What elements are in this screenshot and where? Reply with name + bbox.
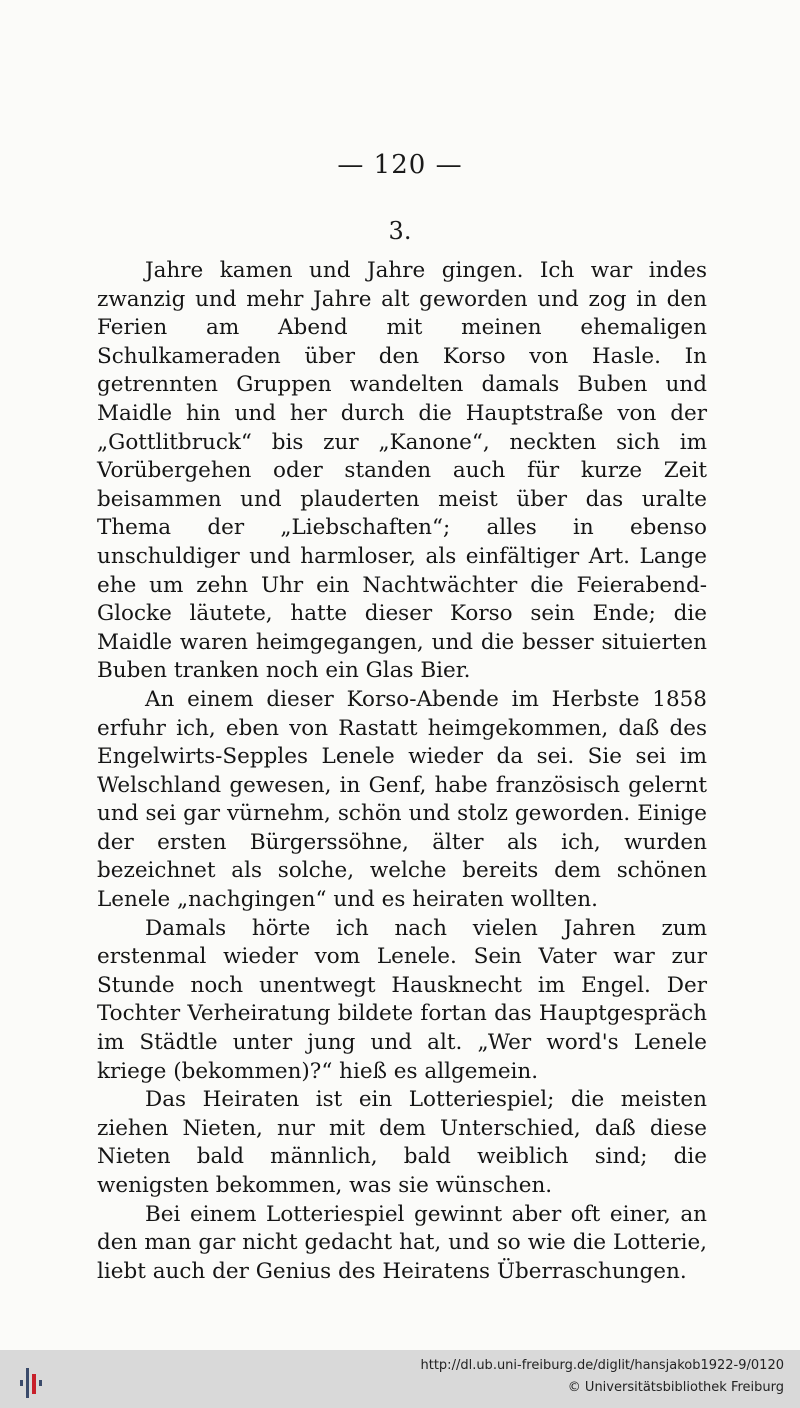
- section-number: 3.: [388, 217, 412, 245]
- paragraph: Das Heiraten ist ein Lotteriespiel; die meisten ziehen Nieten, nur mit dem Unterschied, daß diese Nieten bald männlich, bald weiblich sind; die wenigsten bekommen, was sie wünschen.: [97, 1087, 707, 1198]
- ub-freiburg-logo-icon: [12, 1360, 52, 1400]
- paragraph: Bei einem Lotteriespiel gewinnt aber oft einer, an den man gar nicht gedacht hat, und so wie die Lotterie, liebt auch der Genius des Heiratens Überraschungen.: [97, 1201, 707, 1284]
- paragraph: An einem dieser Korso-Abende im Herbste 1858 erfuhr ich, eben von Rastatt heimgekommen, daß des Engelwirts-Sepples Lenele wieder da sei. Sie sei im Welschland gewesen, in Genf, habe französisch gelernt und sei gar vürnehm, schön und stolz geworden. Einige der ersten Bürgerssöhne, älter als ich, wurden bezeichnet als solche, welche bereits dem schönen Lenele „nachgingen“ und es heiraten wollten.: [97, 686, 707, 913]
- paragraph: Jahre kamen und Jahre gingen. Ich war indes zwanzig und mehr Jahre alt geworden und zog in den Ferien am Abend mit meinen ehemaligen Schulkameraden über den Korso von Hasle. In getrennten Gruppen wandelten damals Buben und Maidle hin und her durch die Hauptstraße von der „Gottlitbruck“ bis zur „Kanone“, neckten sich im Vorübergehen oder standen auch für kurze Zeit beisammen und plauderten meist über das uralte Thema der „Liebschaften“; alles in ebenso unschuldiger und harmloser, als einfältiger Art. Lange ehe um zehn Uhr ein Nachtwächter die Feierabend-Glocke läutete, hatte dieser Korso sein Ende; die Maidle waren heimgegangen, und die besser situierten Buben tranken noch ein Glas Bier.: [97, 258, 707, 684]
- body-text: [97, 257, 707, 1286]
- footer-bar: [0, 1350, 800, 1408]
- paragraph: Damals hörte ich nach vielen Jahren zum erstenmal wieder vom Lenele. Sein Vater war zur Stunde noch unentwegt Hausknecht im Engel. Der Tochter Verheiratung bildete fortan das Hauptgespräch im Städtle unter jung und alt. „Wer word's Lenele kriege (bekommen)?“ hieß es allgemein.: [97, 915, 707, 1084]
- source-url-link[interactable]: http://dl.ub.uni-freiburg.de/diglit/hansjakob1922-9/0120: [420, 1358, 784, 1373]
- page-header: — 120 —: [337, 150, 463, 180]
- copyright-text: © Universitätsbibliothek Freiburg: [567, 1380, 784, 1395]
